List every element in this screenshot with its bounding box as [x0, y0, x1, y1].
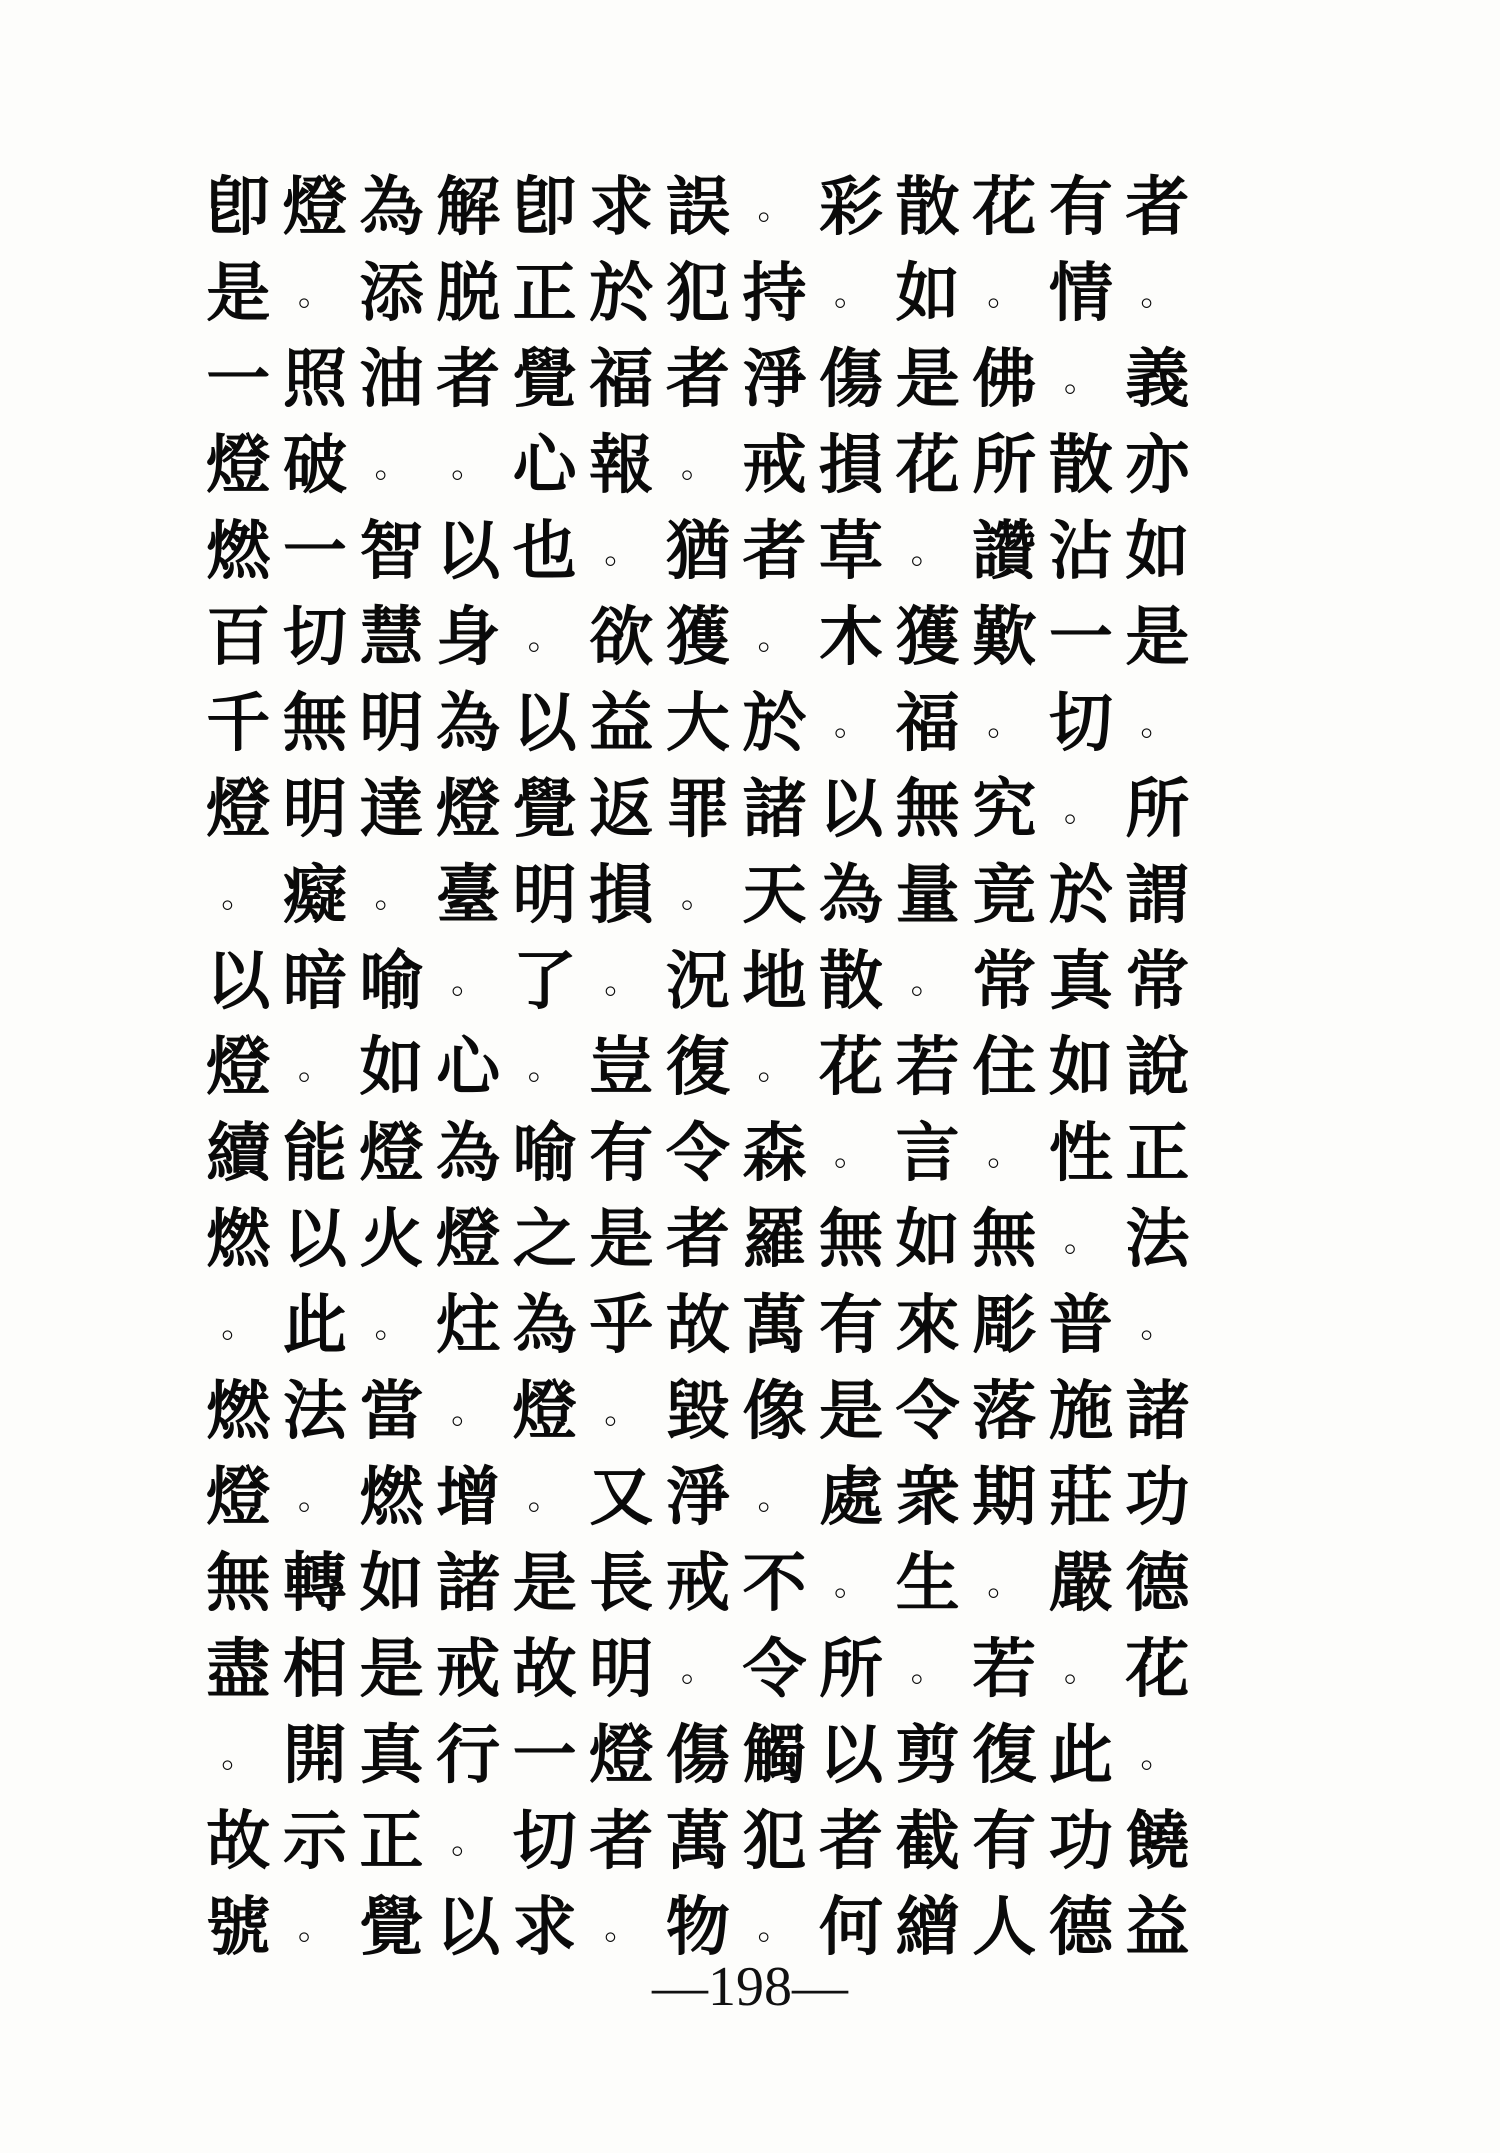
text-character: 燈 — [282, 170, 347, 245]
text-character: 無 — [972, 1202, 1037, 1277]
text-character: 處 — [819, 1460, 884, 1535]
text-character: 有 — [819, 1288, 884, 1363]
text-character: 者 — [819, 1804, 884, 1879]
punctuation-mark: 。 — [374, 1306, 409, 1346]
text-character: 花 — [1125, 1632, 1190, 1707]
text-character: 燈 — [436, 772, 501, 847]
text-character: 令 — [742, 1632, 807, 1707]
text-character: 散 — [895, 170, 960, 245]
text-line — [200, 337, 1350, 423]
punctuation-mark: 。 — [1140, 274, 1175, 314]
punctuation-mark: 。 — [1140, 704, 1175, 744]
text-character: 也 — [512, 514, 577, 589]
text-character: 常 — [972, 944, 1037, 1019]
text-character: 草 — [819, 514, 884, 589]
text-character: 如 — [359, 1030, 424, 1105]
text-character: 真 — [359, 1718, 424, 1793]
text-character: 一 — [1048, 600, 1113, 675]
text-character: 於 — [1048, 858, 1113, 933]
text-character: 地 — [742, 944, 807, 1019]
text-character: 功 — [1125, 1460, 1190, 1535]
text-character: 故 — [665, 1288, 730, 1363]
punctuation-mark: 。 — [1063, 1220, 1098, 1260]
text-character: 續 — [206, 1116, 271, 1191]
text-character: 增 — [436, 1460, 501, 1535]
text-character: 為 — [359, 170, 424, 245]
text-character: 切 — [1048, 686, 1113, 761]
text-character: 智 — [359, 514, 424, 589]
text-character: 之 — [512, 1202, 577, 1277]
text-character: 謂 — [1125, 858, 1190, 933]
text-character: 來 — [895, 1288, 960, 1363]
punctuation-mark: 。 — [604, 1908, 639, 1948]
text-character: 戒 — [436, 1632, 501, 1707]
text-character: 犯 — [665, 256, 730, 331]
text-character: 福 — [895, 686, 960, 761]
text-character: 無 — [819, 1202, 884, 1277]
text-character: 嚴 — [1048, 1546, 1113, 1621]
punctuation-mark: 。 — [527, 1048, 562, 1088]
text-line — [200, 767, 1350, 853]
text-character: 諸 — [1125, 1374, 1190, 1449]
text-character: 是 — [895, 342, 960, 417]
text-character: 花 — [819, 1030, 884, 1105]
punctuation-mark: 。 — [1140, 1306, 1175, 1346]
text-character: 淨 — [742, 342, 807, 417]
text-character: 況 — [665, 944, 730, 1019]
text-character: 盡 — [206, 1632, 271, 1707]
text-character: 明 — [512, 858, 577, 933]
text-character: 德 — [1048, 1890, 1113, 1965]
text-character: 施 — [1048, 1374, 1113, 1449]
text-character: 一 — [512, 1718, 577, 1793]
text-character: 饒 — [1125, 1804, 1190, 1879]
text-character: 是 — [359, 1632, 424, 1707]
text-character: 天 — [742, 858, 807, 933]
text-character: 相 — [282, 1632, 347, 1707]
text-character: 森 — [742, 1116, 807, 1191]
text-character: 羅 — [742, 1202, 807, 1277]
text-character: 當 — [359, 1374, 424, 1449]
text-character: 燃 — [206, 514, 271, 589]
text-character: 以 — [512, 686, 577, 761]
text-character: 一 — [282, 514, 347, 589]
text-character: 散 — [819, 944, 884, 1019]
text-character: 明 — [359, 686, 424, 761]
text-character: 犯 — [742, 1804, 807, 1879]
text-character: 了 — [512, 944, 577, 1019]
text-character: 者 — [742, 514, 807, 589]
text-character: 猶 — [665, 514, 730, 589]
text-character: 沾 — [1048, 514, 1113, 589]
text-character: 燈 — [206, 428, 271, 503]
punctuation-mark: 。 — [834, 1134, 869, 1174]
punctuation-mark: 。 — [297, 1048, 332, 1088]
text-character: 覺 — [359, 1890, 424, 1965]
text-character: 於 — [589, 256, 654, 331]
text-line — [200, 1627, 1350, 1713]
punctuation-mark: 。 — [451, 446, 486, 486]
punctuation-mark: 。 — [374, 446, 409, 486]
text-character: 是 — [1125, 600, 1190, 675]
text-character: 油 — [359, 342, 424, 417]
text-character: 行 — [436, 1718, 501, 1793]
text-character: 木 — [819, 600, 884, 675]
text-character: 於 — [742, 686, 807, 761]
punctuation-mark: 。 — [451, 1822, 486, 1862]
punctuation-mark: 。 — [834, 1564, 869, 1604]
text-character: 戒 — [665, 1546, 730, 1621]
text-character: 如 — [359, 1546, 424, 1621]
text-character: 炷 — [436, 1288, 501, 1363]
text-character: 欲 — [589, 600, 654, 675]
text-character: 法 — [1125, 1202, 1190, 1277]
text-character: 淨 — [665, 1460, 730, 1535]
text-character: 者 — [665, 342, 730, 417]
page-number: —198— — [652, 1956, 848, 2018]
text-character: 性 — [1048, 1116, 1113, 1191]
text-character: 毀 — [665, 1374, 730, 1449]
text-character: 故 — [512, 1632, 577, 1707]
punctuation-mark: 。 — [834, 704, 869, 744]
text-character: 返 — [589, 772, 654, 847]
text-character: 求 — [512, 1890, 577, 1965]
text-character: 萬 — [665, 1804, 730, 1879]
punctuation-mark: 。 — [680, 1650, 715, 1690]
text-character: 脱 — [436, 256, 501, 331]
text-character: 益 — [589, 686, 654, 761]
text-character: 物 — [665, 1890, 730, 1965]
text-character: 正 — [359, 1804, 424, 1879]
text-line — [200, 1799, 1350, 1885]
text-character: 有 — [589, 1116, 654, 1191]
text-line — [200, 251, 1350, 337]
text-character: 照 — [282, 342, 347, 417]
text-character: 有 — [1048, 170, 1113, 245]
text-character: 正 — [1125, 1116, 1190, 1191]
text-character: 普 — [1048, 1288, 1113, 1363]
punctuation-mark: 。 — [451, 1392, 486, 1432]
text-character: 切 — [512, 1804, 577, 1879]
text-character: 慧 — [359, 600, 424, 675]
text-character: 令 — [665, 1116, 730, 1191]
text-character: 是 — [512, 1546, 577, 1621]
text-character: 此 — [1048, 1718, 1113, 1793]
punctuation-mark: 。 — [527, 1478, 562, 1518]
punctuation-mark: 。 — [374, 876, 409, 916]
text-character: 燈 — [206, 1030, 271, 1105]
text-character: 添 — [359, 256, 424, 331]
text-character: 為 — [436, 686, 501, 761]
punctuation-mark: 。 — [757, 1908, 792, 1948]
text-character: 以 — [206, 944, 271, 1019]
text-character: 解 — [436, 170, 501, 245]
text-character: 益 — [1125, 1890, 1190, 1965]
punctuation-mark: 。 — [604, 532, 639, 572]
text-character: 千 — [206, 686, 271, 761]
text-character: 諸 — [742, 772, 807, 847]
text-character: 以 — [436, 514, 501, 589]
text-character: 功 — [1048, 1804, 1113, 1879]
text-character: 是 — [589, 1202, 654, 1277]
text-character: 求 — [589, 170, 654, 245]
text-character: 心 — [512, 428, 577, 503]
punctuation-mark: 。 — [1140, 1736, 1175, 1776]
text-character: 人 — [972, 1890, 1037, 1965]
text-character: 落 — [972, 1374, 1037, 1449]
punctuation-mark: 。 — [221, 876, 256, 916]
text-character: 彩 — [819, 170, 884, 245]
text-character: 損 — [819, 428, 884, 503]
punctuation-mark: 。 — [680, 446, 715, 486]
text-character: 喻 — [359, 944, 424, 1019]
text-character: 示 — [282, 1804, 347, 1879]
text-character: 如 — [1125, 514, 1190, 589]
text-character: 以 — [436, 1890, 501, 1965]
text-character: 覺 — [512, 772, 577, 847]
text-character: 以 — [819, 1718, 884, 1793]
punctuation-mark: 。 — [910, 962, 945, 1002]
text-character: 喻 — [512, 1116, 577, 1191]
text-character: 燃 — [206, 1202, 271, 1277]
text-character: 豈 — [589, 1030, 654, 1105]
text-character: 能 — [282, 1116, 347, 1191]
text-character: 燈 — [436, 1202, 501, 1277]
text-character: 號 — [206, 1890, 271, 1965]
text-character: 此 — [282, 1288, 347, 1363]
text-character: 切 — [282, 600, 347, 675]
punctuation-mark: 。 — [987, 704, 1022, 744]
text-character: 無 — [895, 772, 960, 847]
text-character: 亦 — [1125, 428, 1190, 503]
text-character: 真 — [1048, 944, 1113, 1019]
text-character: 復 — [972, 1718, 1037, 1793]
text-character: 不 — [742, 1546, 807, 1621]
text-line — [200, 1455, 1350, 1541]
text-character: 情 — [1048, 256, 1113, 331]
punctuation-mark: 。 — [910, 1650, 945, 1690]
text-character: 正 — [512, 256, 577, 331]
text-character: 花 — [972, 170, 1037, 245]
text-character: 衆 — [895, 1460, 960, 1535]
text-line — [200, 165, 1350, 251]
text-character: 有 — [972, 1804, 1037, 1879]
punctuation-mark: 。 — [527, 618, 562, 658]
text-character: 萬 — [742, 1288, 807, 1363]
text-character: 無 — [282, 686, 347, 761]
text-line — [200, 1369, 1350, 1455]
text-character: 達 — [359, 772, 424, 847]
punctuation-mark: 。 — [757, 618, 792, 658]
text-character: 破 — [282, 428, 347, 503]
text-character: 如 — [895, 256, 960, 331]
punctuation-mark: 。 — [221, 1306, 256, 1346]
text-character: 截 — [895, 1804, 960, 1879]
text-character: 者 — [1125, 170, 1190, 245]
text-character: 觸 — [742, 1718, 807, 1793]
text-character: 讚 — [972, 514, 1037, 589]
text-character: 損 — [589, 858, 654, 933]
text-line — [200, 595, 1350, 681]
text-character: 所 — [819, 1632, 884, 1707]
text-character: 令 — [895, 1374, 960, 1449]
text-character: 花 — [895, 428, 960, 503]
text-character: 期 — [972, 1460, 1037, 1535]
text-character: 燈 — [206, 1460, 271, 1535]
text-block — [200, 165, 1350, 1971]
punctuation-mark: 。 — [757, 1048, 792, 1088]
punctuation-mark: 。 — [297, 274, 332, 314]
text-character: 如 — [1048, 1030, 1113, 1105]
text-character: 生 — [895, 1546, 960, 1621]
text-character: 為 — [512, 1288, 577, 1363]
text-character: 火 — [359, 1202, 424, 1277]
text-character: 何 — [819, 1890, 884, 1965]
text-character: 卽 — [512, 170, 577, 245]
text-character: 所 — [972, 428, 1037, 503]
text-line — [200, 509, 1350, 595]
text-character: 繒 — [895, 1890, 960, 1965]
text-line — [200, 1541, 1350, 1627]
text-line — [200, 1025, 1350, 1111]
punctuation-mark: 。 — [834, 274, 869, 314]
text-character: 常 — [1125, 944, 1190, 1019]
text-character: 傷 — [819, 342, 884, 417]
text-character: 言 — [895, 1116, 960, 1191]
text-character: 長 — [589, 1546, 654, 1621]
text-character: 報 — [589, 428, 654, 503]
punctuation-mark: 。 — [987, 1564, 1022, 1604]
text-character: 若 — [895, 1030, 960, 1105]
text-character: 明 — [282, 772, 347, 847]
punctuation-mark: 。 — [1063, 360, 1098, 400]
punctuation-mark: 。 — [987, 1134, 1022, 1174]
text-character: 若 — [972, 1632, 1037, 1707]
text-character: 彫 — [972, 1288, 1037, 1363]
text-line — [200, 423, 1350, 509]
text-character: 是 — [819, 1374, 884, 1449]
text-character: 覺 — [512, 342, 577, 417]
text-character: 身 — [436, 600, 501, 675]
text-character: 義 — [1125, 342, 1190, 417]
text-character: 獲 — [665, 600, 730, 675]
text-character: 暗 — [282, 944, 347, 1019]
text-character: 燈 — [206, 772, 271, 847]
punctuation-mark: 。 — [757, 188, 792, 228]
punctuation-mark: 。 — [604, 1392, 639, 1432]
text-character: 者 — [436, 342, 501, 417]
text-character: 罪 — [665, 772, 730, 847]
punctuation-mark: 。 — [1063, 1650, 1098, 1690]
text-line — [200, 939, 1350, 1025]
text-character: 無 — [206, 1546, 271, 1621]
text-line — [200, 1111, 1350, 1197]
text-line — [200, 1713, 1350, 1799]
text-character: 燈 — [589, 1718, 654, 1793]
text-character: 者 — [665, 1202, 730, 1277]
text-character: 乎 — [589, 1288, 654, 1363]
text-character: 為 — [436, 1116, 501, 1191]
text-character: 如 — [895, 1202, 960, 1277]
punctuation-mark: 。 — [604, 962, 639, 1002]
text-character: 究 — [972, 772, 1037, 847]
text-character: 獲 — [895, 600, 960, 675]
text-character: 故 — [206, 1804, 271, 1879]
text-line — [200, 853, 1350, 939]
text-character: 莊 — [1048, 1460, 1113, 1535]
punctuation-mark: 。 — [680, 876, 715, 916]
text-character: 燈 — [512, 1374, 577, 1449]
text-character: 大 — [665, 686, 730, 761]
text-character: 燈 — [359, 1116, 424, 1191]
punctuation-mark: 。 — [757, 1478, 792, 1518]
text-character: 以 — [282, 1202, 347, 1277]
text-character: 癡 — [282, 858, 347, 933]
punctuation-mark: 。 — [1063, 790, 1098, 830]
text-character: 福 — [589, 342, 654, 417]
text-character: 燃 — [206, 1374, 271, 1449]
text-line — [200, 1283, 1350, 1369]
text-character: 又 — [589, 1460, 654, 1535]
text-character: 法 — [282, 1374, 347, 1449]
text-character: 開 — [282, 1718, 347, 1793]
text-character: 以 — [819, 772, 884, 847]
punctuation-mark: 。 — [221, 1736, 256, 1776]
text-character: 戒 — [742, 428, 807, 503]
text-character: 傷 — [665, 1718, 730, 1793]
text-character: 百 — [206, 600, 271, 675]
text-character: 像 — [742, 1374, 807, 1449]
text-character: 臺 — [436, 858, 501, 933]
text-character: 為 — [819, 858, 884, 933]
text-character: 剪 — [895, 1718, 960, 1793]
text-character: 散 — [1048, 428, 1113, 503]
text-line — [200, 681, 1350, 767]
punctuation-mark: 。 — [451, 962, 486, 1002]
text-character: 諸 — [436, 1546, 501, 1621]
text-character: 復 — [665, 1030, 730, 1105]
text-character: 明 — [589, 1632, 654, 1707]
text-character: 誤 — [665, 170, 730, 245]
text-character: 一 — [206, 342, 271, 417]
text-character: 心 — [436, 1030, 501, 1105]
punctuation-mark: 。 — [910, 532, 945, 572]
text-character: 轉 — [282, 1546, 347, 1621]
text-character: 德 — [1125, 1546, 1190, 1621]
punctuation-mark: 。 — [297, 1478, 332, 1518]
text-line — [200, 1197, 1350, 1283]
text-character: 卽 — [206, 170, 271, 245]
text-character: 住 — [972, 1030, 1037, 1105]
punctuation-mark: 。 — [987, 274, 1022, 314]
text-character: 持 — [742, 256, 807, 331]
text-character: 所 — [1125, 772, 1190, 847]
punctuation-mark: 。 — [297, 1908, 332, 1948]
text-character: 量 — [895, 858, 960, 933]
text-character: 竟 — [972, 858, 1037, 933]
text-character: 燃 — [359, 1460, 424, 1535]
text-character: 說 — [1125, 1030, 1190, 1105]
text-character: 歎 — [972, 600, 1037, 675]
text-character: 佛 — [972, 342, 1037, 417]
text-character: 是 — [206, 256, 271, 331]
text-character: 者 — [589, 1804, 654, 1879]
